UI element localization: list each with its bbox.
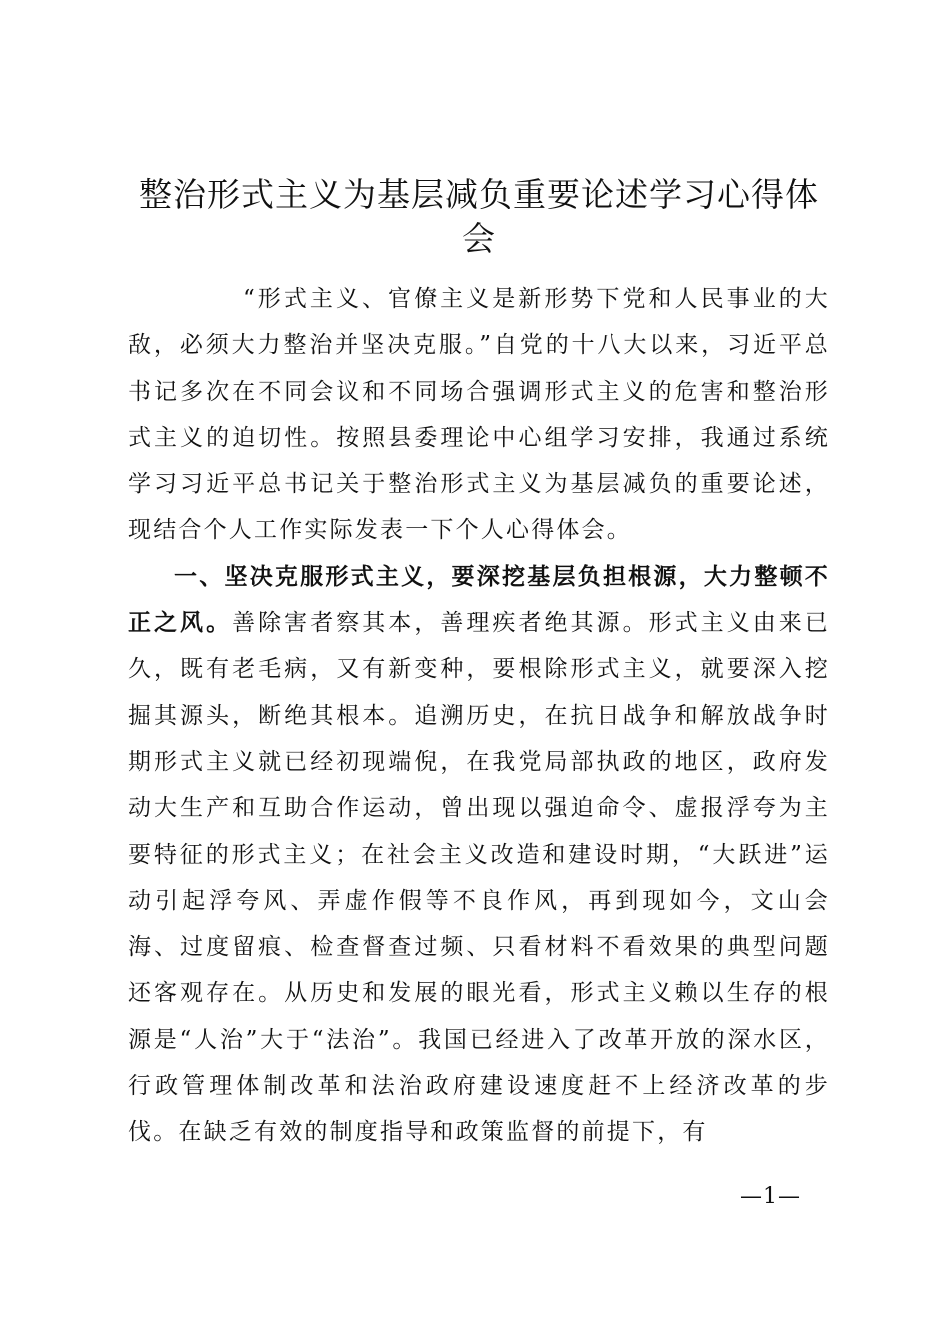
section-1-body: 善除害者察其本，善理疾者绝其源。形式主义由来已久，既有老毛病，又有新变种，要根除形式主义，就要深入挖掘其源头，断绝其根本。追溯历史，在抗日战争和解放战争时期形式主义就已经初现端倪，在我党局部执政的地区，政府发动大生产和互助合作运动，曾出现以强迫命令、虚报浮夸为主要特征的形式主义；在社会主义改造和建设时期，“大跃进”运动引起浮夸风、弄虚作假等不良作风，再到现如今，文山会海、过度留痕、检查督查过频、只看材料不看效果的典型问题还客观存在。从历史和发展的眼光看，形式主义赖以生存的根源是“人治”大于“法治”。我国已经进入了改革开放的深水区，行政管理体制改革和法治政府建设速度赶不上经济改革的步伐。在缺乏有效的制度指导和政策监督的前提下，有	[128, 610, 830, 1146]
document-body	[128, 276, 830, 1156]
intro-paragraph: “形式主义、官僚主义是新形势下党和人民事业的大敌，必须大力整治并坚决克服。”自党的十八大以来，习近平总书记多次在不同会议和不同场合强调形式主义的危害和整治形式主义的迫切性。按照县委理论中心组学习安排，我通过系统学习习近平总书记关于整治形式主义为基层减负的重要论述，现结合个人工作实际发表一下个人心得体会。	[128, 286, 830, 544]
page-number: —1—	[740, 1184, 801, 1209]
section-1-paragraph	[128, 554, 830, 1156]
document-title: 整治形式主义为基层减负重要论述学习心得体会	[139, 175, 819, 258]
section-1-heading: 一、坚决克服形式主义，要深挖基层负担根源，大力整顿不正之风。	[128, 563, 830, 637]
